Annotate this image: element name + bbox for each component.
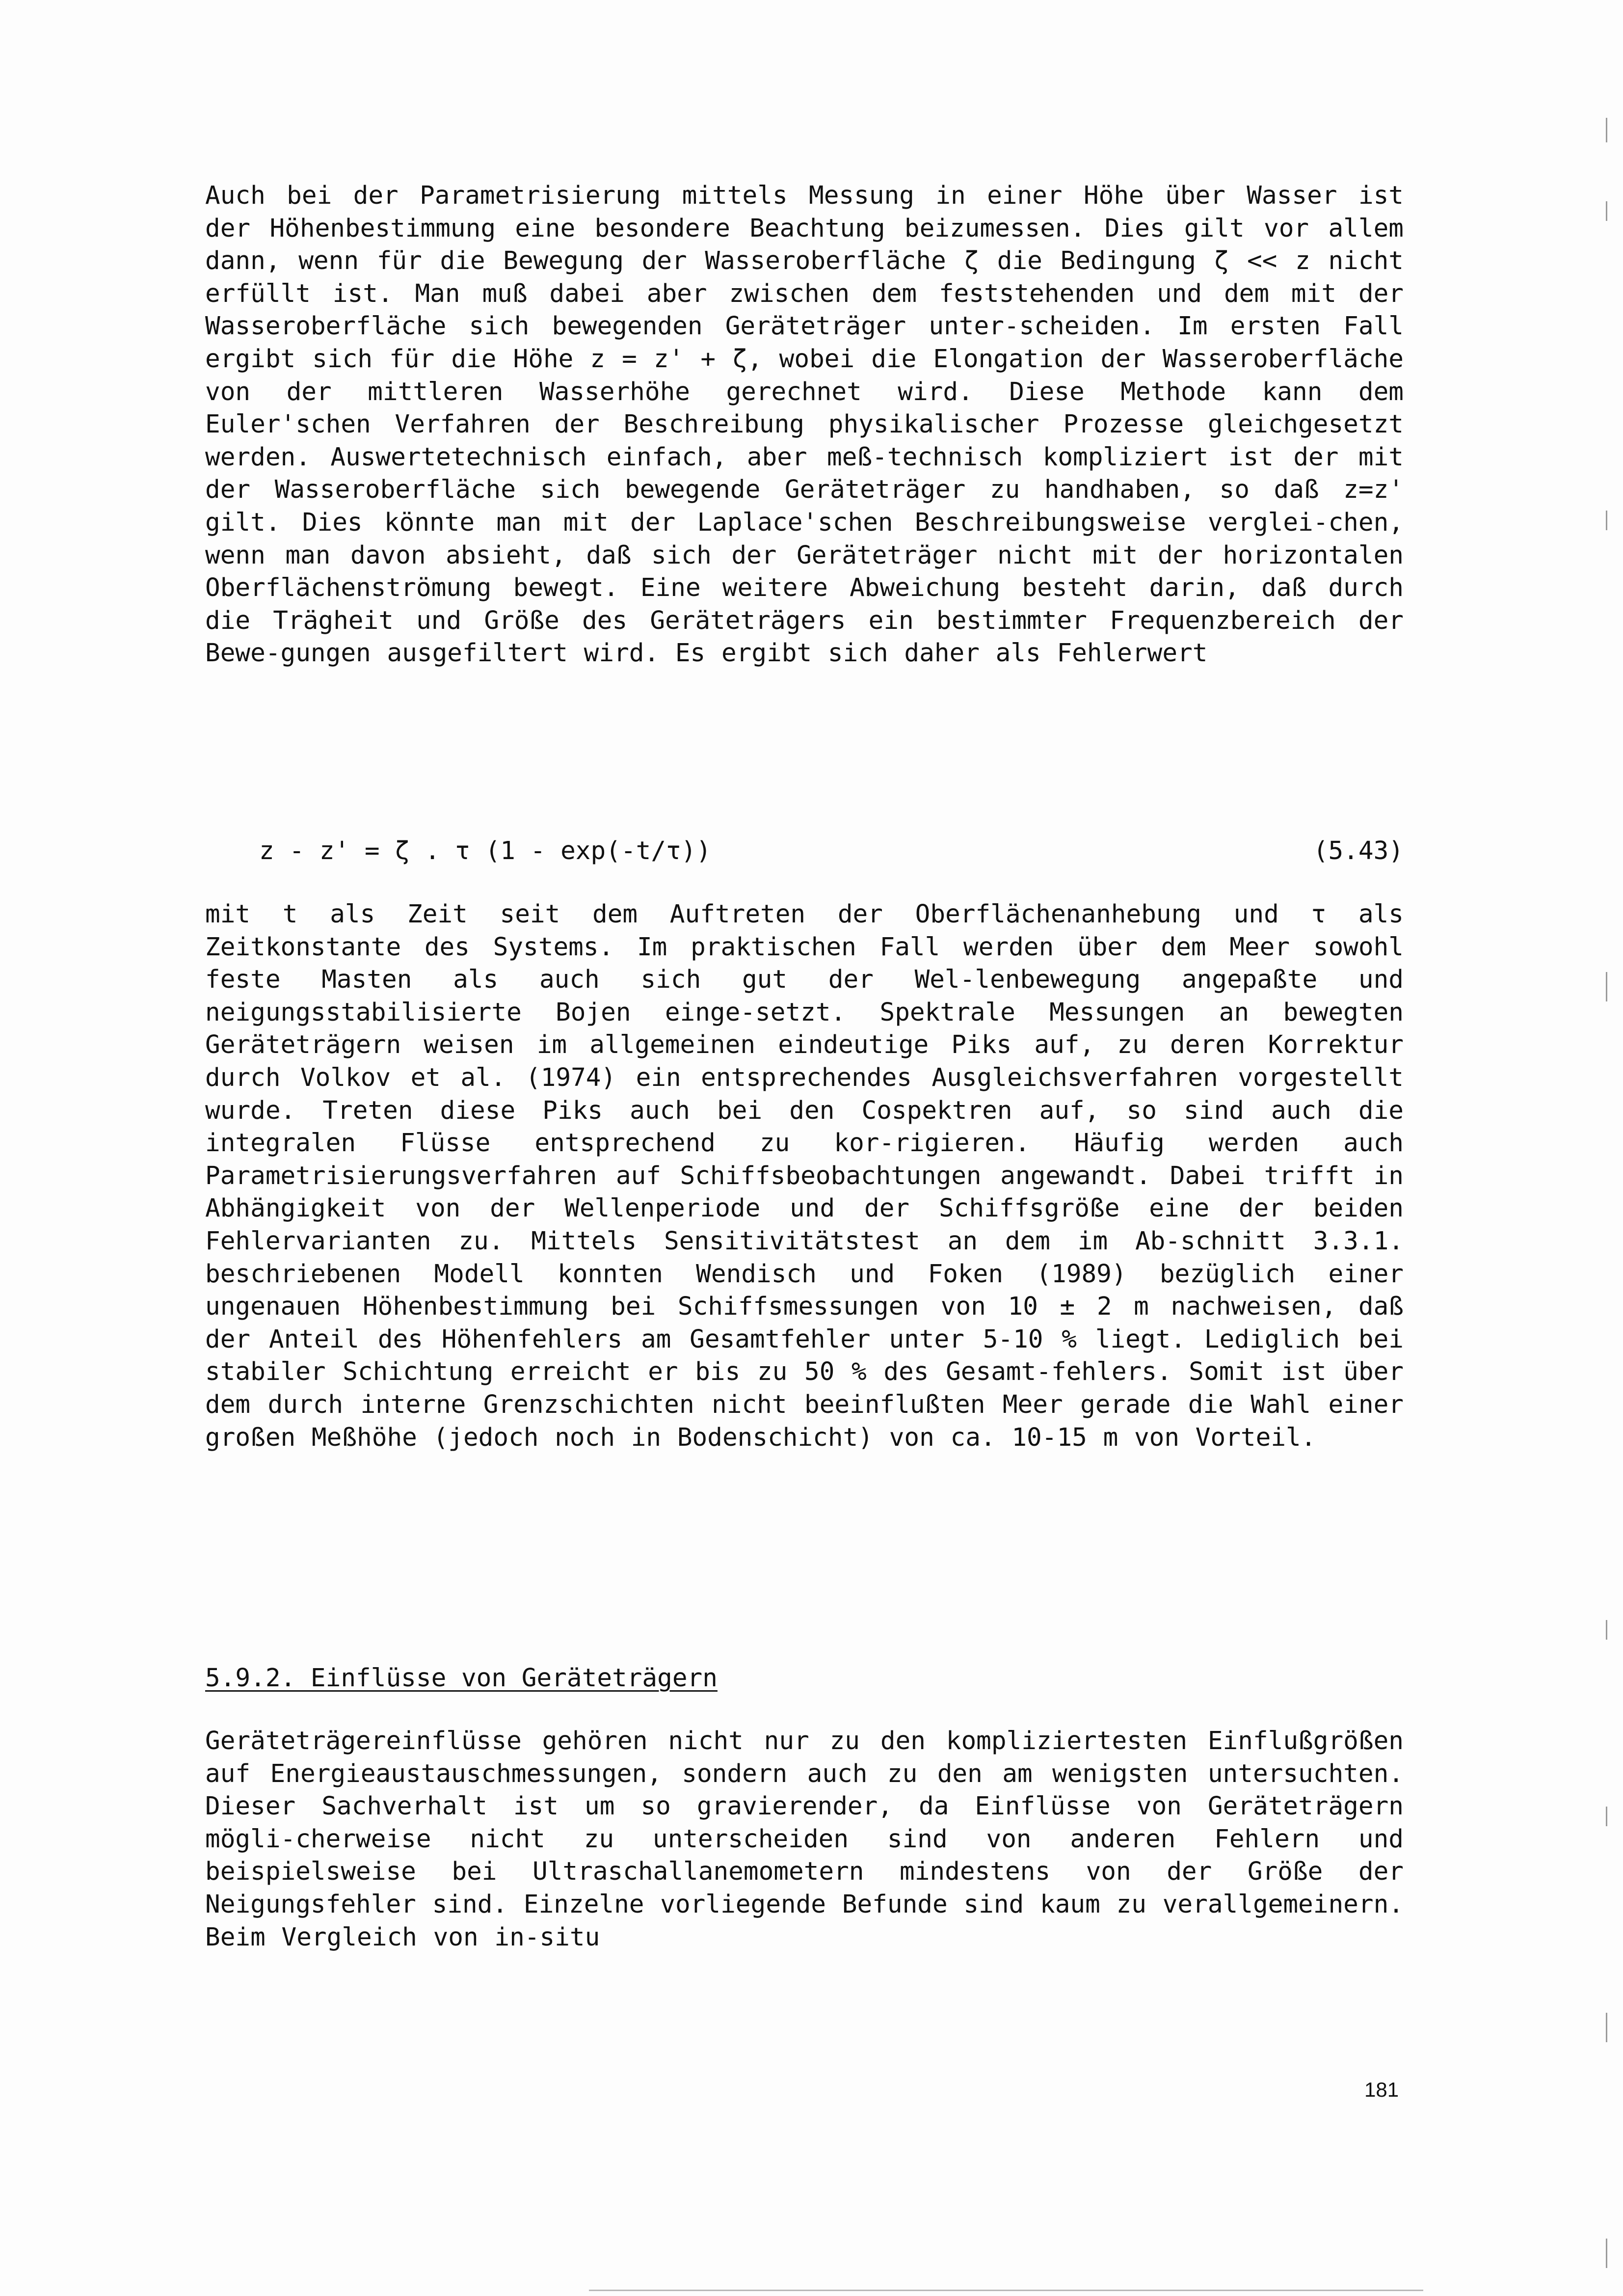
body-paragraph-parametrisierung: Auch bei der Parametrisierung mittels Messung in einer Höhe über Wasser ist der Höhenbestimmung eine besondere Beachtung beizumessen. Dies gilt vor allem dann, wenn für die Bewegung der Wasseroberfläche ζ die Bedingung ζ << z nicht erfüllt ist. Man muß dabei aber zwischen dem feststehenden und dem mit der Wasseroberfläche sich bewegenden Geräteträger unter-scheiden. Im ersten Fall ergibt sich für die Höhe z = z' + ζ, wobei die Elongation der Wasseroberfläche von der mittleren Wasserhöhe gerechnet wird. Diese Methode kann dem Euler'schen Verfahren der Beschreibung physikalischer Prozesse gleichgesetzt werden. Auswertetechnisch einfach, aber meß-technisch kompliziert ist der mit der Wasseroberfläche sich bewegende Geräteträger zu handhaben, so daß z=z' gilt. Dies könnte man mit der Laplace'schen Beschreibungsweise verglei-chen, wenn man davon absieht, daß sich der Geräteträger nicht mit der horizontalen Oberflächenströmung bewegt. Eine weitere Abweichung besteht darin, daß durch die Trägheit und Größe des Geräteträgers ein bestimmter Frequenzbereich der Bewe-gungen ausgefiltert wird. Es ergibt sich daher als Fehlerwert [205, 181, 1404, 668]
section-heading: 5.9.2. Einflüsse von Geräteträgern [205, 1664, 718, 1693]
scan-edge-mark [1606, 1620, 1607, 1640]
equation-expression: z - z' = ζ . τ (1 - exp(-t/τ)) [259, 837, 712, 865]
scan-edge-mark [1606, 511, 1607, 530]
equation-5-43 [259, 832, 1404, 871]
scan-edge-mark [1606, 2239, 1607, 2268]
scan-edge-mark [1606, 201, 1607, 221]
body-paragraph-geraetetraegereinfluesse: Geräteträgereinflüsse gehören nicht nur zu den kompliziertesten Einflußgrößen auf Energieaustauschmessungen, sondern auch zu den am wenigsten untersuchten. Dieser Sachverhalt ist um so gravierender, da Einflüsse von Geräteträgern mögli-cherweise nicht zu unterscheiden sind von anderen Fehlern und beispielsweise bei Ultraschallanemometern mindestens von der Größe der Neigungsfehler sind. Einzelne vorliegende Befunde sind kaum zu verallgemeinern. Beim Vergleich von in-situ [205, 1727, 1404, 1952]
body-paragraph-messungen-meer: mit t als Zeit seit dem Auftreten der Oberflächenanhebung und τ als Zeitkonstante des Systems. Im praktischen Fall werden über dem Meer sowohl feste Masten als auch sich gut der Wel-lenbewegung angepaßte und neigungsstabilisierte Bojen einge-setzt. Spektrale Messungen an bewegten Geräteträgern weisen im allgemeinen eindeutige Piks auf, zu deren Korrektur durch Volkov et al. (1974) ein entsprechendes Ausgleichsverfahren vorgestellt wurde. Treten diese Piks auch bei den Cospektren auf, so sind auch die integralen Flüsse entsprechend zu kor-rigieren. Häufig werden auch Parametrisierungsverfahren auf Schiffsbeobachtungen angewandt. Dabei trifft in Abhängigkeit von der Wellenperiode und der Schiffsgröße eine der beiden Fehlervarianten zu. Mittels Sensitivitätstest an dem im Ab-schnitt 3.3.1. beschriebenen Modell konnten Wendisch und Foken (1989) bezüglich einer ungenauen Höhenbestimmung bei Schiffsmessungen von 10 ± 2 m nachweisen, daß der Anteil des Höhenfehlers am Gesamtfehler unter 5-10 % liegt. Lediglich bei stabiler Schichtung erreicht er bis zu 50 % des Gesamt-fehlers. Somit ist über dem durch interne Grenzschichten nicht beeinflußten Meer gerade die Wahl einer großen Meßhöhe (jedoch noch in Bodenschicht) von ca. 10-15 m von Vorteil. [205, 900, 1404, 1452]
scan-edge-mark [1606, 2013, 1607, 2042]
page-number: 181 [1364, 2078, 1399, 2101]
scan-bottom-rule [589, 2290, 1423, 2291]
scan-edge-mark [1606, 118, 1607, 142]
scan-edge-mark [1606, 1807, 1607, 1826]
scan-edge-mark [1606, 972, 1607, 1001]
equation-number: (5.43) [1313, 837, 1404, 865]
